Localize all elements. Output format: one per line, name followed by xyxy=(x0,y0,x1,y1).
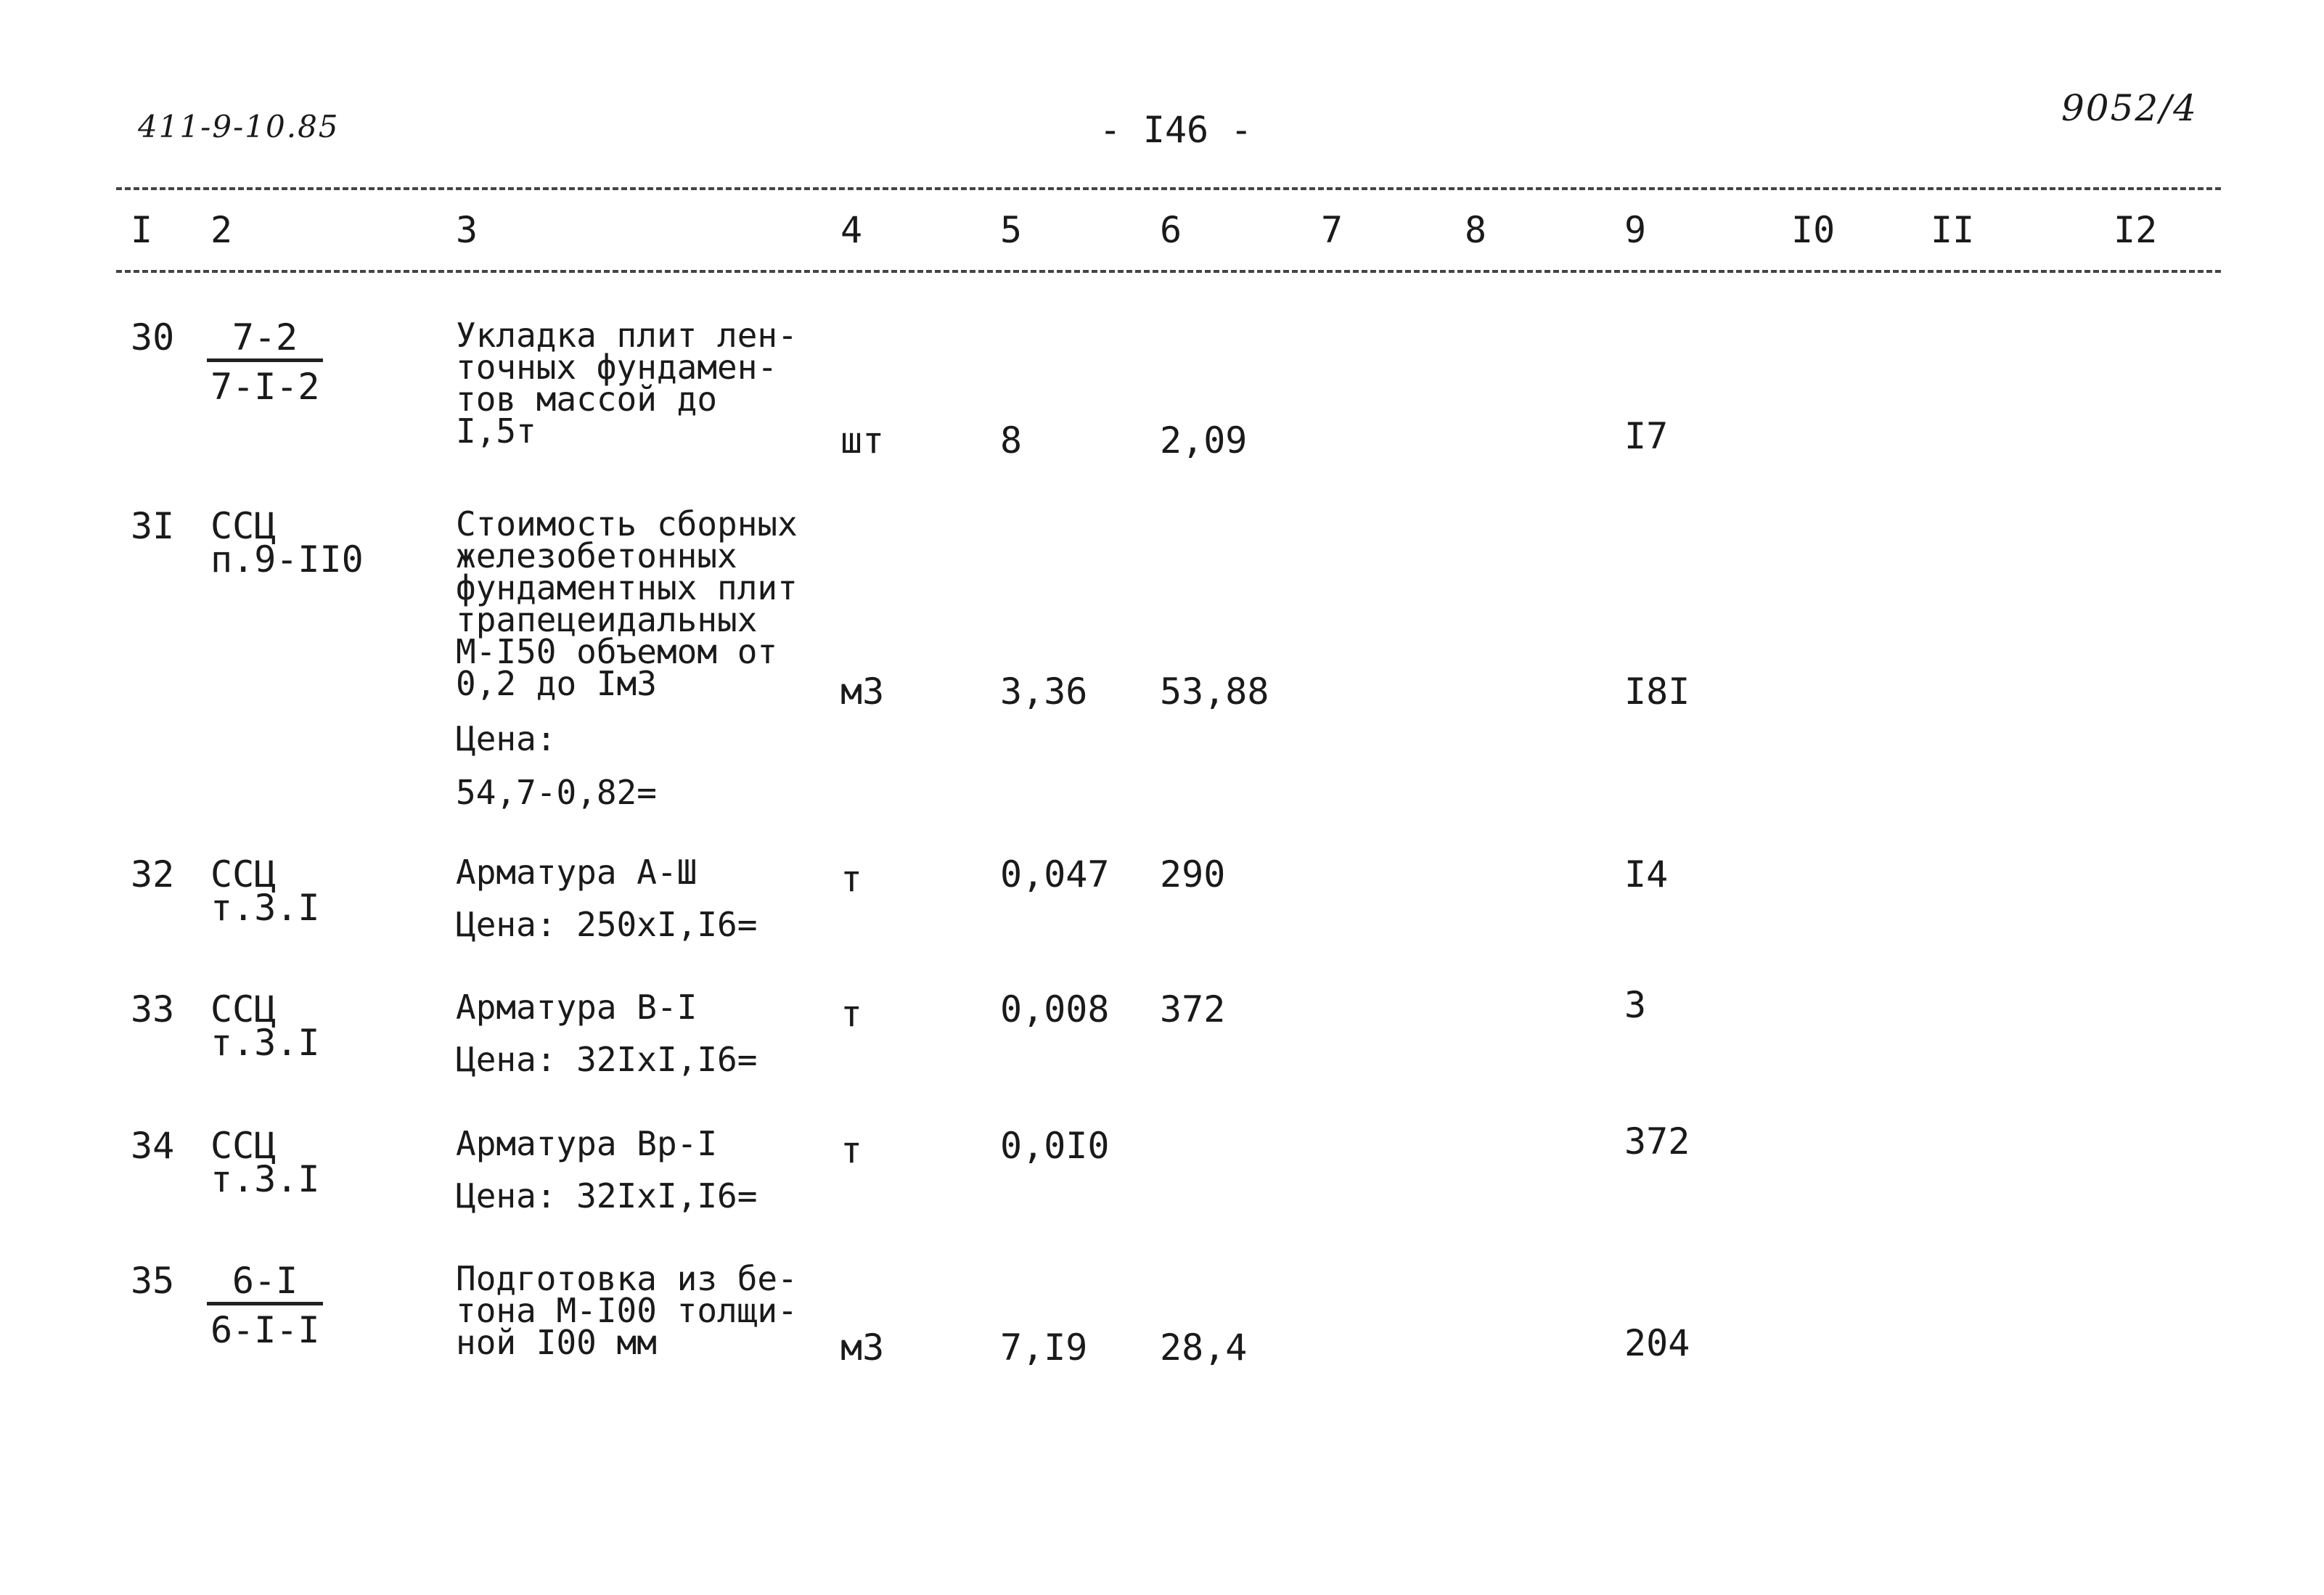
quantity: 3,36 xyxy=(1000,671,1088,713)
unit: т xyxy=(840,858,863,900)
price-formula: 54,7-0,82= xyxy=(456,773,657,812)
total: I4 xyxy=(1624,853,1669,895)
row-number: 3I xyxy=(131,505,175,547)
unit-price: 372 xyxy=(1160,988,1226,1030)
price-formula: Цена: 250хI,I6= xyxy=(456,905,758,944)
description-line: Укладка плит лен- xyxy=(456,316,798,355)
column-header: II xyxy=(1931,209,1975,251)
code-top: ССЦ xyxy=(210,988,277,1030)
column-header: 9 xyxy=(1624,209,1647,251)
description-line: тона М-I00 толщи- xyxy=(456,1291,798,1330)
column-header: 2 xyxy=(210,209,233,251)
description-line: Арматура В-I xyxy=(456,988,697,1027)
column-header: I xyxy=(131,209,153,251)
description-line: тов массой до xyxy=(456,380,718,419)
description-line: М-I50 объемом от xyxy=(456,632,778,671)
column-header: 6 xyxy=(1160,209,1182,251)
column-header: I2 xyxy=(2114,209,2158,251)
row-number: 33 xyxy=(131,988,175,1030)
quantity: 8 xyxy=(1000,419,1023,462)
quantity: 0,0I0 xyxy=(1000,1125,1110,1167)
row-number: 34 xyxy=(131,1125,175,1167)
column-header: 8 xyxy=(1465,209,1487,251)
description-line: I,5т xyxy=(456,411,536,451)
quantity: 0,008 xyxy=(1000,988,1110,1030)
description-line: Стоимость сборных xyxy=(456,504,798,544)
code-bottom: т.3.I xyxy=(210,887,320,929)
code-bottom: п.9-II0 xyxy=(210,538,364,581)
code-top: 7-2 xyxy=(232,316,298,358)
column-header: 3 xyxy=(456,209,478,251)
unit: т xyxy=(840,1129,863,1171)
row-number: 32 xyxy=(131,853,175,895)
code-top: 6-I xyxy=(232,1260,298,1302)
code-bottom: т.3.I xyxy=(210,1158,320,1200)
row-number: 30 xyxy=(131,316,175,358)
quantity: 7,I9 xyxy=(1000,1327,1088,1369)
total: I7 xyxy=(1624,415,1669,457)
code-bottom: 7-I-2 xyxy=(210,366,320,408)
fraction-line xyxy=(207,1302,323,1305)
unit-price: 290 xyxy=(1160,853,1226,895)
description-line: точных фундамен- xyxy=(456,348,778,387)
unit: м3 xyxy=(840,671,885,713)
description-line: ной I00 мм xyxy=(456,1323,657,1362)
total: 204 xyxy=(1624,1322,1690,1364)
description-line: 0,2 до Iм3 xyxy=(456,664,657,703)
quantity: 0,047 xyxy=(1000,853,1110,895)
header-rule-bottom xyxy=(116,270,2221,273)
unit-price: 28,4 xyxy=(1160,1327,1248,1369)
code-top: ССЦ xyxy=(210,1125,277,1167)
sheet-number: 9052/4 xyxy=(2061,87,2198,129)
code-bottom: т.3.I xyxy=(210,1022,320,1064)
unit: т xyxy=(840,993,863,1035)
total: 3 xyxy=(1624,984,1647,1026)
description-line: Арматура А-Ш xyxy=(456,853,697,892)
column-header: 5 xyxy=(1000,209,1023,251)
column-header: 7 xyxy=(1321,209,1343,251)
code-bottom: 6-I-I xyxy=(210,1309,320,1351)
code-top: ССЦ xyxy=(210,853,277,895)
price-note: Цена: xyxy=(456,719,557,758)
code-top: ССЦ xyxy=(210,505,277,547)
price-formula: Цена: 32IхI,I6= xyxy=(456,1176,758,1215)
unit-price: 2,09 xyxy=(1160,419,1248,462)
header-rule-top xyxy=(116,187,2221,190)
page-number: - I46 - xyxy=(1099,109,1253,151)
row-number: 35 xyxy=(131,1260,175,1302)
column-header: I0 xyxy=(1791,209,1836,251)
column-header: 4 xyxy=(840,209,863,251)
description-line: Подготовка из бе- xyxy=(456,1259,798,1298)
unit-price: 53,88 xyxy=(1160,671,1269,713)
fraction-line xyxy=(207,358,323,362)
total: 372 xyxy=(1624,1120,1690,1163)
unit: шт xyxy=(840,419,885,462)
document-code: 411-9-10.85 xyxy=(138,109,340,144)
total: I8I xyxy=(1624,671,1690,713)
price-formula: Цена: 32IхI,I6= xyxy=(456,1040,758,1079)
description-line: железобетонных xyxy=(456,536,737,575)
description-line: Арматура Вр-I xyxy=(456,1124,718,1163)
description-line: фундаментных плит xyxy=(456,568,798,607)
description-line: трапецеидальных xyxy=(456,600,758,639)
unit: м3 xyxy=(840,1327,885,1369)
